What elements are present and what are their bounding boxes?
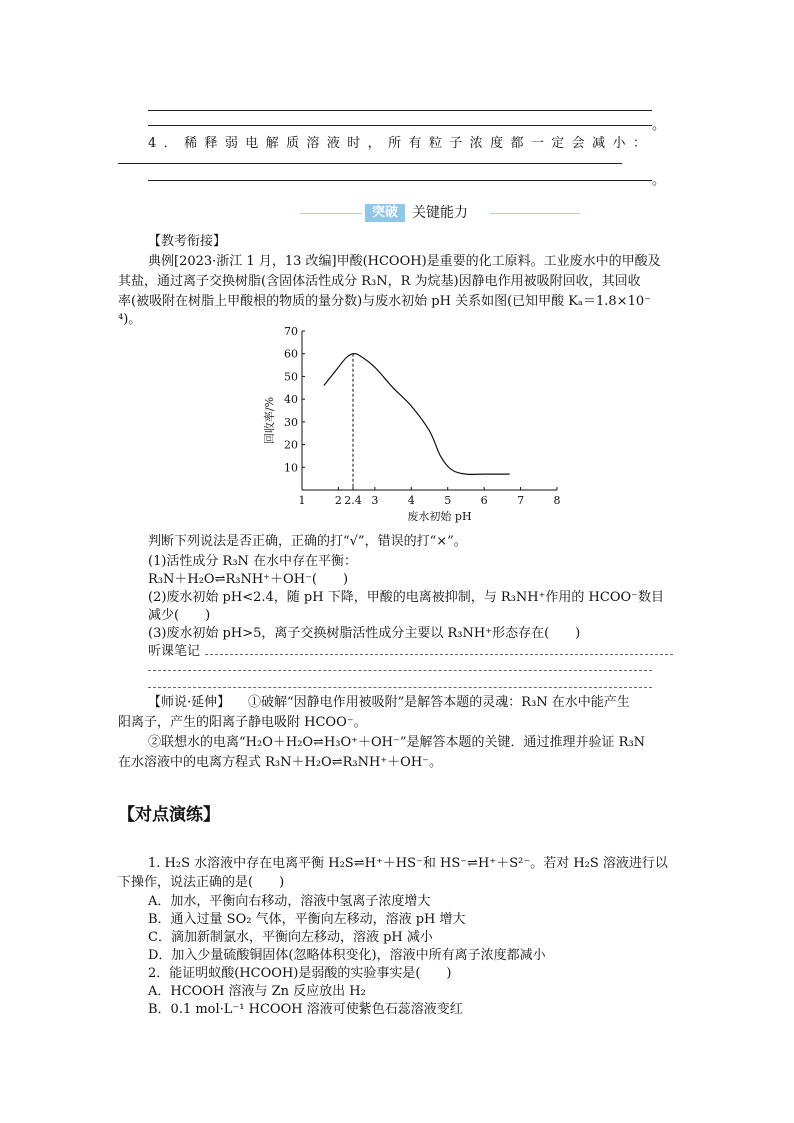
answer-line-2 xyxy=(148,125,652,126)
y-axis-label: 回收率/% xyxy=(263,396,276,445)
judge-q2b: 减少( ) xyxy=(148,608,211,623)
judge-intro: 判断下列说法是否正确，正确的打“√”，错误的打“×”。 xyxy=(148,534,467,549)
example-line-3: 率(被吸附在树脂上甲酸根的物质的量分数)与废水初始 pH 关系如图(已知甲酸 Kₐ＝1.8×10⁻ xyxy=(118,294,651,309)
x-tick-label: 2.4 xyxy=(344,494,362,507)
section-badge: 突破 xyxy=(365,204,405,222)
notes-line-1 xyxy=(205,654,673,655)
teacher-tag: 【师说·延伸】 xyxy=(148,695,231,710)
practice-heading: 【对点演练】 xyxy=(118,805,220,825)
notes-line-2 xyxy=(148,670,652,671)
recovery-rate-chart xyxy=(255,322,575,527)
practice-q1b: 下操作，说法正确的是( ) xyxy=(118,875,285,890)
section-title: 关键能力 xyxy=(412,205,468,221)
y-tick-label: 20 xyxy=(284,438,298,452)
question-4: 4．稀释弱电解质溶液时，所有粒子浓度都一定会减小： xyxy=(148,136,654,151)
y-tick-label: 30 xyxy=(284,415,298,429)
judge-q3: (3)废水初始 pH>5，离子交换树脂活性成分主要以 R₃NH⁺形态存在( ) xyxy=(148,626,581,641)
answer-line-3 xyxy=(118,163,622,164)
practice-q1-option-b: B．通入过量 SO₂ 气体，平衡向左移动，溶液 pH 增大 xyxy=(148,912,466,927)
x-tick-label: 1 xyxy=(298,494,306,507)
y-tick-label: 10 xyxy=(284,461,298,475)
practice-q1-option-c: C．滴加新制氯水，平衡向左移动，溶液 pH 减小 xyxy=(148,930,433,945)
answer-line-4 xyxy=(148,180,652,181)
period-1: 。 xyxy=(652,118,666,133)
judge-q1b: R₃N＋H₂O⇌R₃NH⁺＋OH⁻( ) xyxy=(148,572,349,587)
judge-q1a: (1)活性成分 R₃N 在水中存在平衡： xyxy=(148,554,358,569)
period-2: 。 xyxy=(652,173,666,188)
y-tick-label: 70 xyxy=(284,325,298,338)
practice-q2-option-a: A．HCOOH 溶液与 Zn 反应放出 H₂ xyxy=(148,984,366,999)
notes-label: 听课笔记 xyxy=(148,644,201,659)
example-line-2: 其盐，通过离子交换树脂(含固体活性成分 R₃N，R 为烷基)因静电作用被吸附回收，其回收 xyxy=(118,274,641,289)
y-tick-label: 50 xyxy=(284,370,298,384)
teacher-p1a: ①破解“因静电作用被吸附”是解答本题的灵魂：R₃N 在水中能产生 xyxy=(248,695,630,710)
x-tick-label: 4 xyxy=(407,494,415,507)
example-tag: 【教考衔接】 xyxy=(148,234,227,249)
practice-q2-option-b: B．0.1 mol·L⁻¹ HCOOH 溶液可使紫色石蕊溶液变红 xyxy=(148,1002,463,1017)
notes-line-3 xyxy=(148,687,652,688)
teacher-p2b: 在水溶液中的电离方程式 R₃N＋H₂O⇌R₃NH⁺＋OH⁻。 xyxy=(118,755,443,770)
practice-q1: 1. H₂S 水溶液中存在电离平衡 H₂S⇌H⁺＋HS⁻和 HS⁻⇌H⁺＋S²⁻。若对 H₂S 溶液进行以 xyxy=(148,856,668,871)
x-tick-label: 6 xyxy=(480,494,488,507)
x-tick-label: 8 xyxy=(553,494,561,507)
x-tick-label: 3 xyxy=(371,494,379,507)
x-tick-label: 7 xyxy=(517,494,525,507)
example-line-4: ⁴)。 xyxy=(118,312,142,327)
y-tick-label: 40 xyxy=(284,393,298,407)
section-stripe-left xyxy=(300,213,362,214)
judge-q2a: (2)废水初始 pH<2.4，随 pH 下降，甲酸的电离被抑制，与 R₃NH⁺作用的 HCOO⁻数目 xyxy=(148,590,664,605)
teacher-p2a: ②联想水的电离“H₂O＋H₂O⇌H₃O⁺＋OH⁻”是解答本题的关键．通过推理并验证 R₃N xyxy=(148,735,646,750)
y-tick-label: 60 xyxy=(284,347,298,361)
answer-line-1 xyxy=(148,110,652,111)
x-axis-label: 废水初始 pH xyxy=(407,510,472,523)
practice-q1-option-a: A．加水，平衡向右移动，溶液中氢离子浓度增大 xyxy=(148,894,431,909)
teacher-p1b: 阳离子，产生的阳离子静电吸附 HCOO⁻。 xyxy=(118,715,367,730)
x-tick-label: 2 xyxy=(334,494,342,507)
practice-q2: 2．能证明蚁酸(HCOOH)是弱酸的实验事实是( ) xyxy=(148,966,452,981)
series-line-recovery-rate xyxy=(324,354,510,475)
example-line-1: 典例[2023·浙江 1 月，13 改编]甲酸(HCOOH)是重要的化工原料。工业废水中的甲酸及 xyxy=(148,254,661,269)
section-stripe-right xyxy=(490,213,580,214)
practice-q1-option-d: D．加入少量硫酸铜固体(忽略体积变化)，溶液中所有离子浓度都减小 xyxy=(148,948,546,963)
x-tick-label: 5 xyxy=(444,494,452,507)
